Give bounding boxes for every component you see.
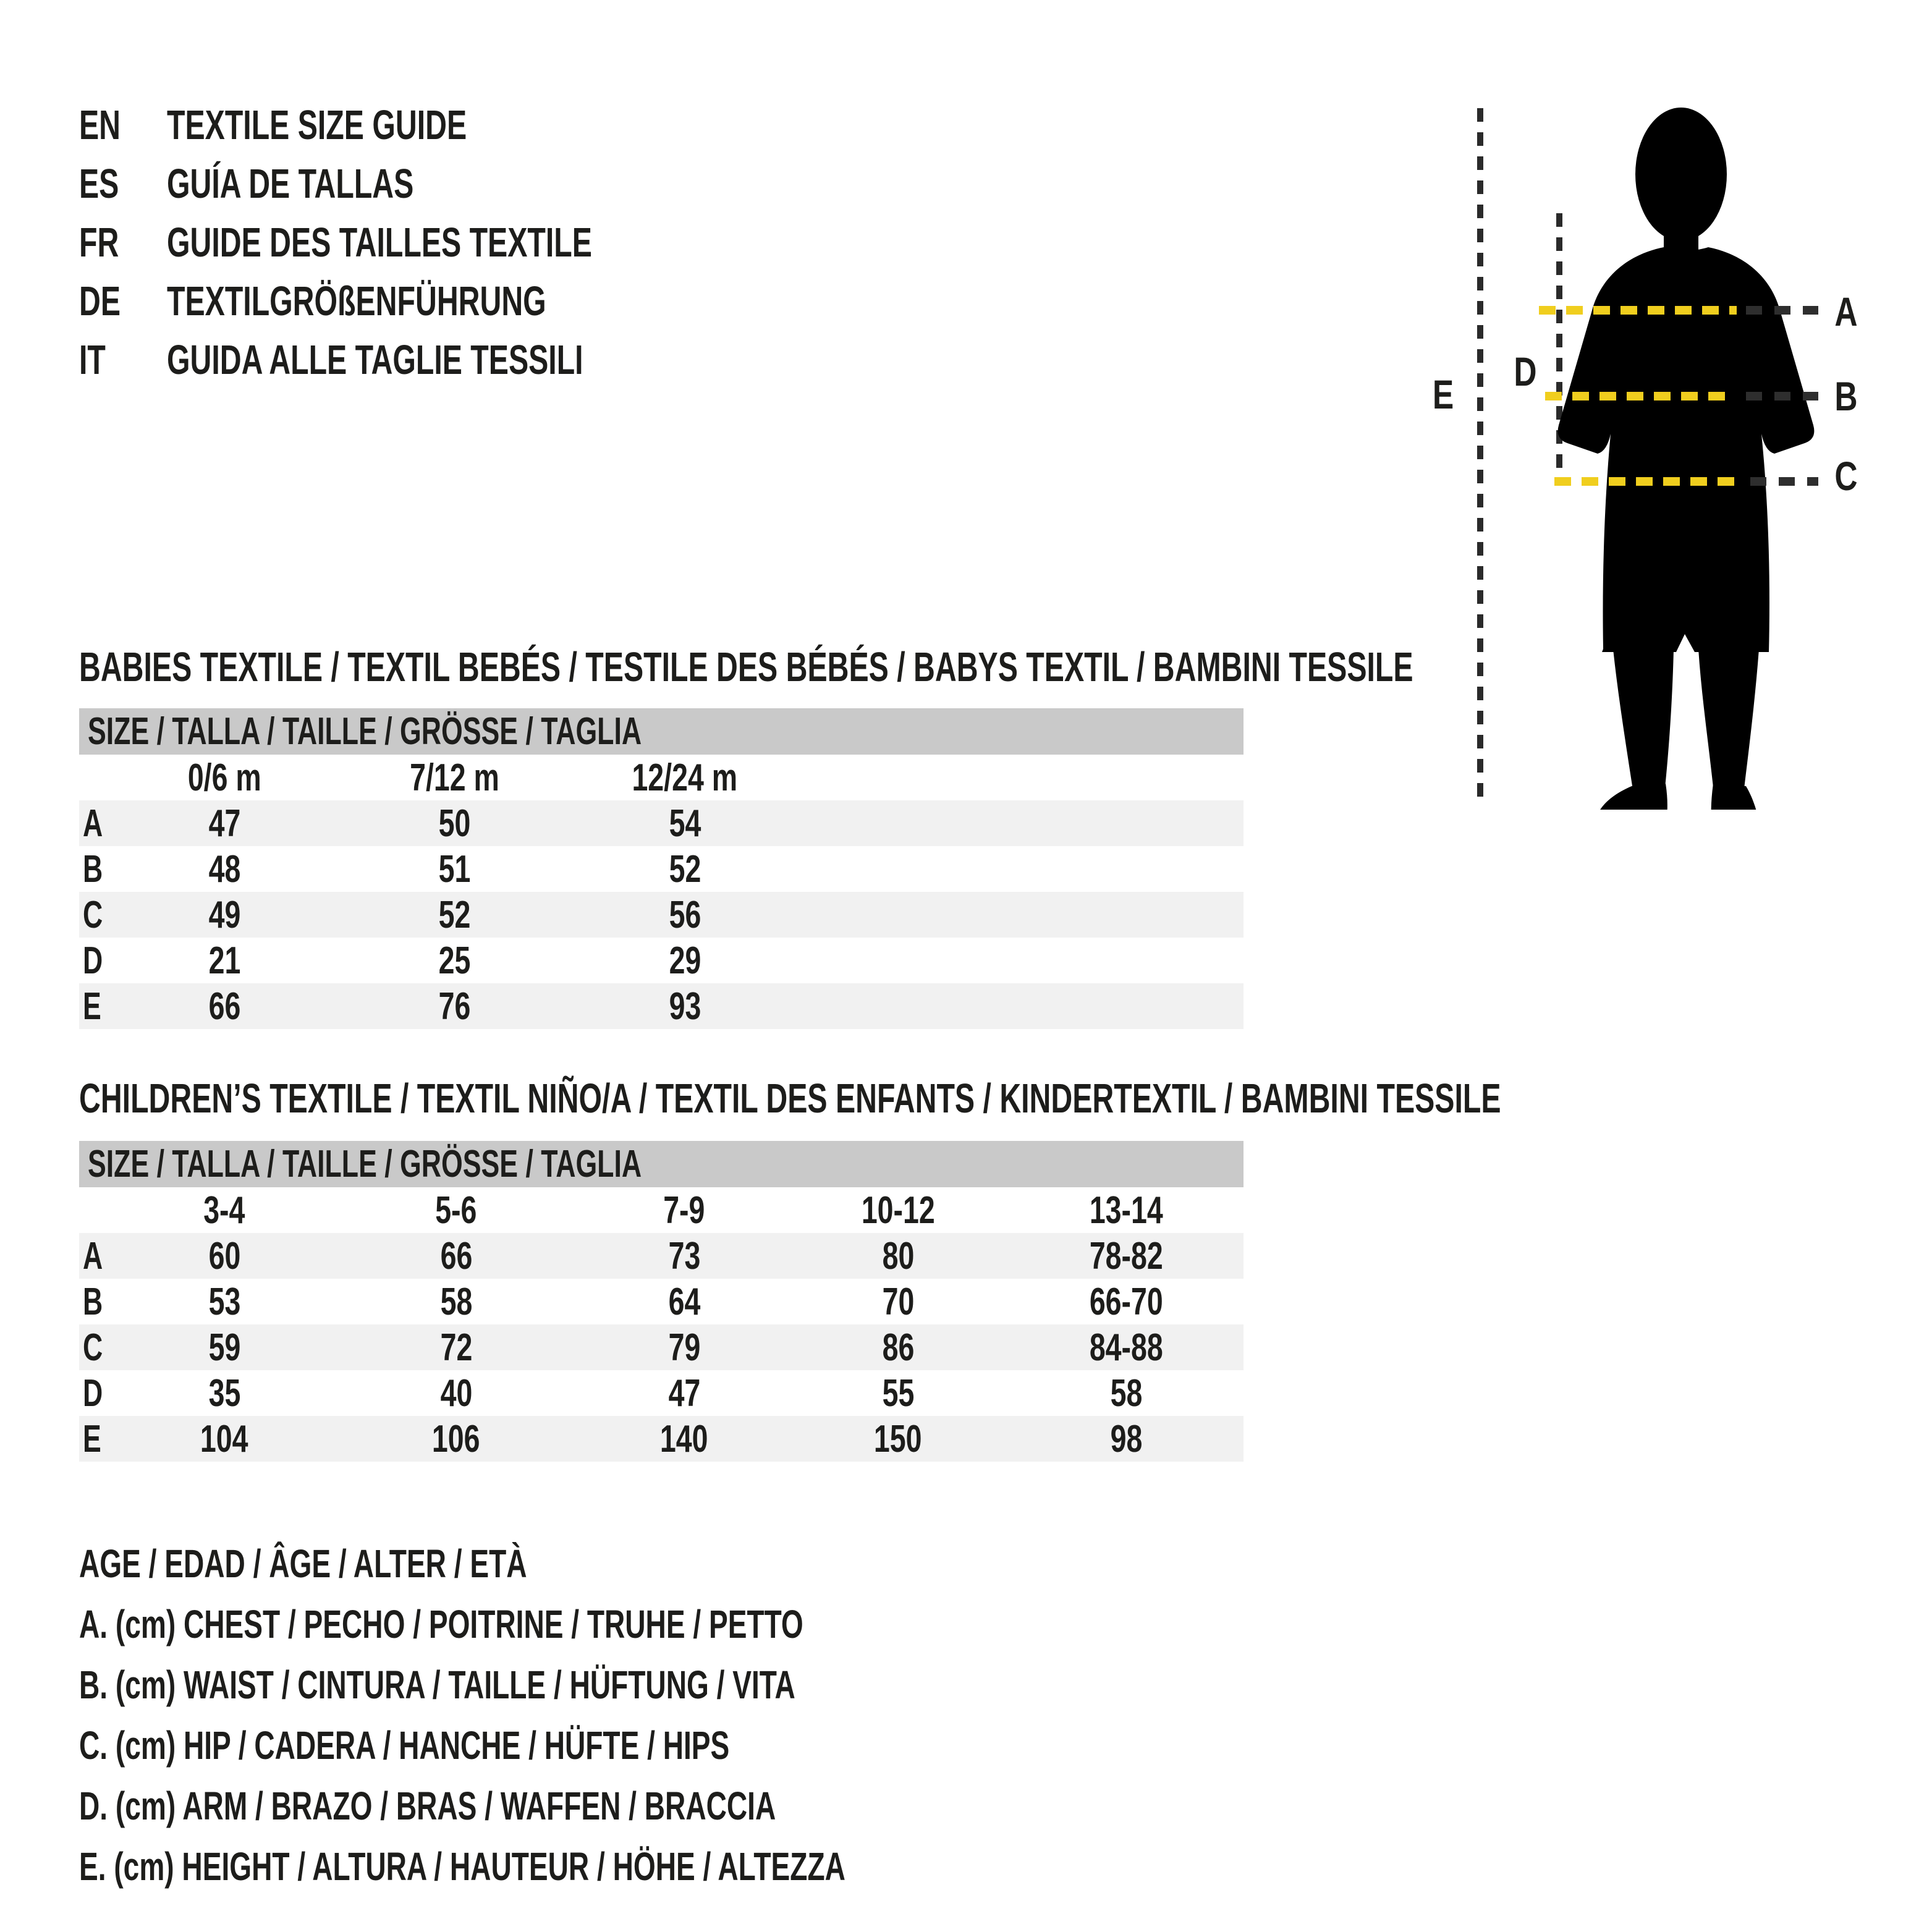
column-header-row [79, 755, 1244, 800]
cell-value: 73 [668, 1234, 700, 1277]
row-label: C [83, 1326, 103, 1369]
cell-value: 50 [438, 802, 471, 845]
figure-label-c: C [1834, 453, 1858, 499]
cell-value: 64 [668, 1280, 700, 1323]
size-header-bar: SIZE / TALLA / TAILLE / GRÖSSE / TAGLIA [79, 708, 1244, 755]
figure-label-b: B [1834, 373, 1858, 419]
cell-value: 80 [882, 1234, 914, 1277]
language-title: TEXTILGRÖßENFÜHRUNG [167, 278, 546, 324]
cell-value: 140 [660, 1417, 708, 1460]
row-label: D [83, 939, 103, 982]
babies-section-heading: BABIES TEXTILE / TEXTIL BEBÉS / TESTILE DES BÉBÉS / BABYS TEXTIL / BAMBINI TESSILE [79, 644, 1413, 690]
cell-value: 79 [668, 1326, 700, 1369]
table-row [79, 1370, 1244, 1416]
cell-value: 104 [200, 1417, 248, 1460]
cell-value: 52 [669, 847, 701, 891]
language-code: ES [79, 161, 119, 207]
table-row [79, 938, 1244, 983]
table-row [79, 983, 1244, 1029]
cell-value: 35 [208, 1371, 240, 1415]
cell-value: 98 [1110, 1417, 1142, 1460]
row-label: C [83, 893, 103, 936]
figure-label-a: A [1834, 289, 1858, 334]
table-row [79, 800, 1244, 846]
cell-value: 52 [438, 893, 471, 936]
legend-line: C. (cm) HIP / CADERA / HANCHE / HÜFTE / HIPS [79, 1723, 730, 1768]
column-header: 12/24 m [632, 756, 738, 799]
column-header: 7/12 m [410, 756, 499, 799]
cell-value: 66-70 [1089, 1280, 1163, 1323]
cell-value: 84-88 [1089, 1326, 1163, 1369]
cell-value: 78-82 [1089, 1234, 1163, 1277]
size-header-bar: SIZE / TALLA / TAILLE / GRÖSSE / TAGLIA [79, 1141, 1244, 1187]
table-row [79, 846, 1244, 892]
cell-value: 55 [882, 1371, 914, 1415]
cell-value: 48 [208, 847, 240, 891]
column-header: 5-6 [435, 1188, 477, 1232]
row-label: E [83, 1417, 101, 1460]
language-code: DE [79, 278, 121, 324]
cell-value: 54 [669, 802, 701, 845]
cell-value: 70 [882, 1280, 914, 1323]
legend-line: AGE / EDAD / ÂGE / ALTER / ETÀ [79, 1541, 527, 1586]
table-row [79, 1279, 1244, 1324]
cell-value: 21 [208, 939, 240, 982]
language-guide [79, 96, 757, 389]
cell-value: 106 [432, 1417, 480, 1460]
measurement-legend [79, 1533, 1143, 1897]
cell-value: 66 [208, 985, 240, 1028]
language-title: GUIDE DES TAILLES TEXTILE [167, 219, 592, 266]
cell-value: 25 [438, 939, 471, 982]
row-label: A [83, 1234, 103, 1277]
cell-value: 86 [882, 1326, 914, 1369]
table-row [79, 1324, 1244, 1370]
cell-value: 72 [440, 1326, 472, 1369]
language-title: GUÍA DE TALLAS [167, 161, 414, 207]
cell-value: 59 [208, 1326, 240, 1369]
measurement-figure [1409, 93, 1932, 810]
cell-value: 40 [440, 1371, 472, 1415]
column-header: 13-14 [1089, 1188, 1163, 1232]
row-label: D [83, 1371, 103, 1415]
cell-value: 53 [208, 1280, 240, 1323]
column-header: 7-9 [663, 1188, 705, 1232]
child-silhouette-diagram [1409, 93, 1932, 810]
legend-line: E. (cm) HEIGHT / ALTURA / HAUTEUR / HÖHE / ALTEZZA [79, 1844, 845, 1889]
legend-line: B. (cm) WAIST / CINTURA / TAILLE / HÜFTUNG / VITA [79, 1663, 795, 1707]
column-header: 0/6 m [187, 756, 261, 799]
babies-size-table [79, 708, 1244, 1029]
cell-value: 76 [438, 985, 471, 1028]
cell-value: 56 [669, 893, 701, 936]
cell-value: 66 [440, 1234, 472, 1277]
child-silhouette [1558, 108, 1815, 810]
table-row [79, 892, 1244, 938]
cell-value: 150 [874, 1417, 922, 1460]
table-row [79, 1233, 1244, 1279]
cell-value: 49 [208, 893, 240, 936]
cell-value: 60 [208, 1234, 240, 1277]
column-header: 3-4 [203, 1188, 245, 1232]
figure-label-d: D [1514, 349, 1537, 394]
language-title: GUIDA ALLE TAGLIE TESSILI [167, 337, 583, 383]
language-title: TEXTILE SIZE GUIDE [167, 102, 467, 148]
cell-value: 47 [208, 802, 240, 845]
row-label: E [83, 985, 101, 1028]
column-header: 10-12 [861, 1188, 935, 1232]
children-section-heading: CHILDREN’S TEXTILE / TEXTIL NIÑO/A / TEXTIL DES ENFANTS / KINDERTEXTIL / BAMBINI TESSILE [79, 1075, 1501, 1122]
row-label: A [83, 802, 103, 845]
cell-value: 58 [1110, 1371, 1142, 1415]
column-header-row [79, 1187, 1244, 1233]
language-code: FR [79, 219, 119, 266]
row-label: B [83, 847, 103, 891]
table-row [79, 1416, 1244, 1462]
children-size-table [79, 1141, 1244, 1462]
figure-label-e: E [1432, 371, 1454, 417]
legend-line: D. (cm) ARM / BRAZO / BRAS / WAFFEN / BRACCIA [79, 1784, 776, 1828]
cell-value: 51 [438, 847, 471, 891]
cell-value: 58 [440, 1280, 472, 1323]
cell-value: 47 [668, 1371, 700, 1415]
cell-value: 93 [669, 985, 701, 1028]
language-code: EN [79, 102, 121, 148]
row-label: B [83, 1280, 103, 1323]
cell-value: 29 [669, 939, 701, 982]
legend-line: A. (cm) CHEST / PECHO / POITRINE / TRUHE / PETTO [79, 1602, 803, 1646]
language-code: IT [79, 337, 106, 383]
